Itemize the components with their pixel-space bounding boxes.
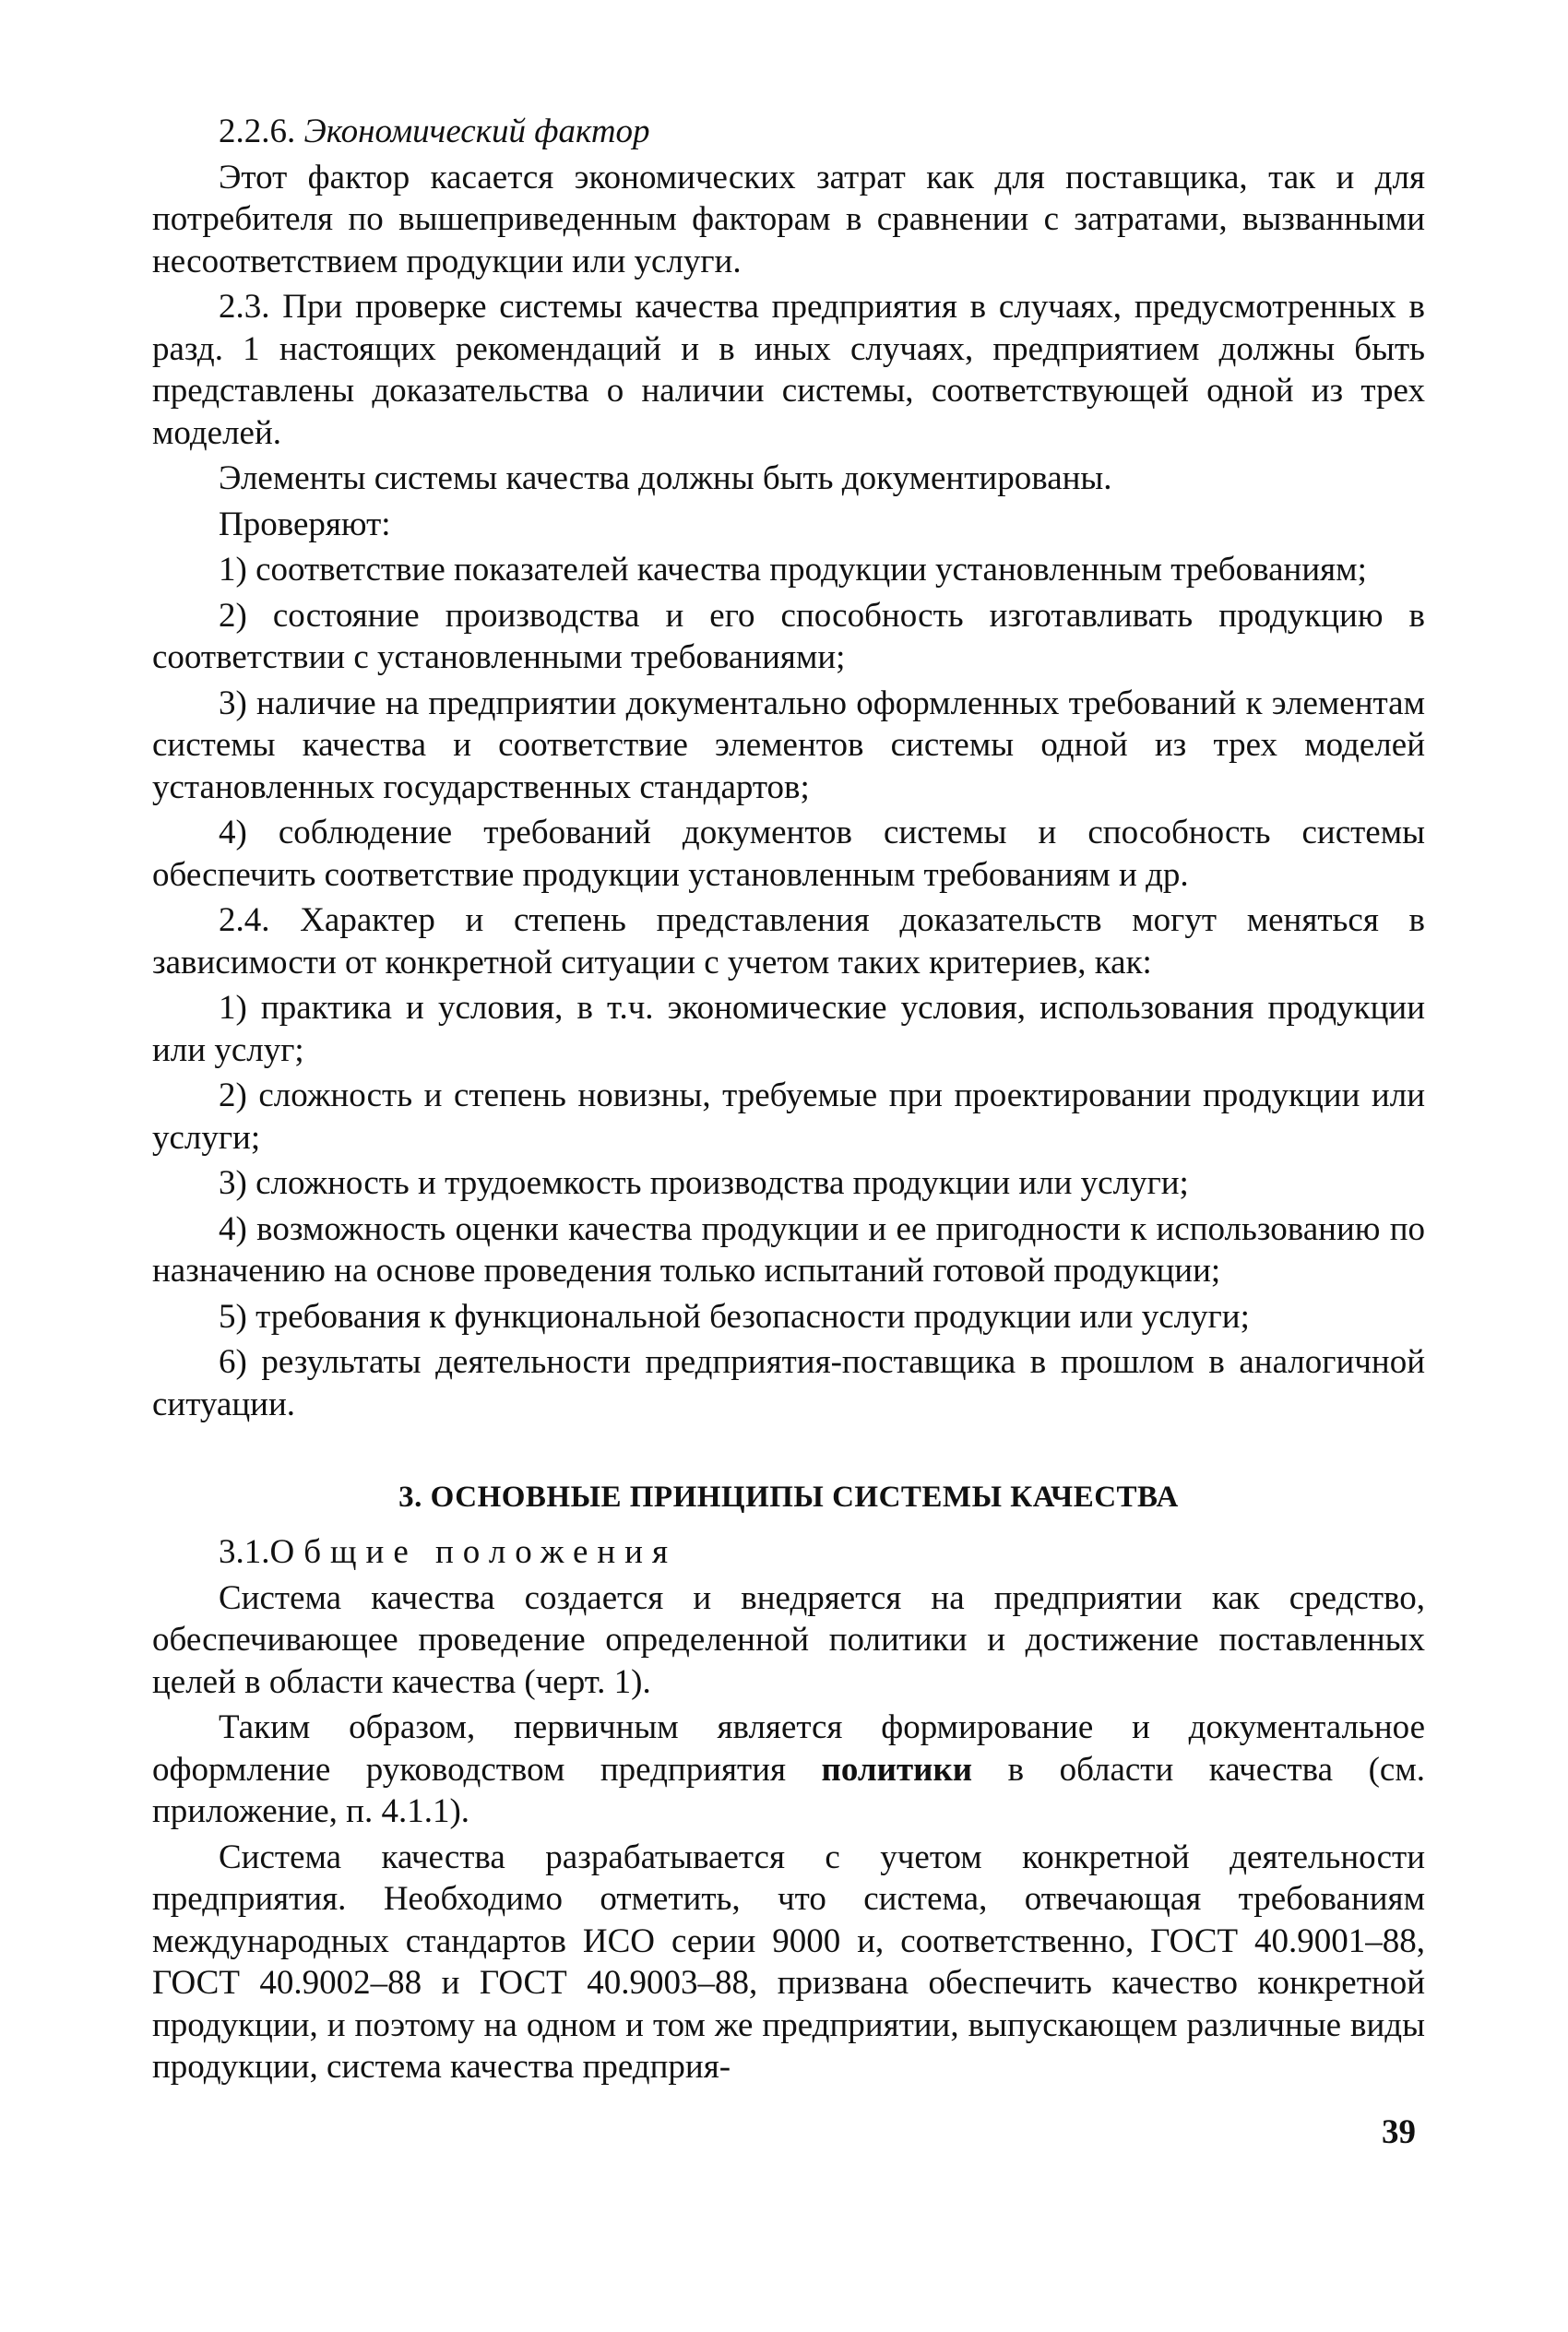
section-3-heading: 3. ОСНОВНЫЕ ПРИНЦИПЫ СИСТЕМЫ КАЧЕСТВА (398, 1481, 1179, 1514)
paragraph: 2.4. Характер и степень представления доказательств могут меняться в зависимости от конкретной ситуации с учетом таких критериев, как: (152, 901, 1425, 982)
subsection-number: 3.1. (219, 1533, 270, 1571)
paragraph-text: Таким образом, первичным является формирование и документальное оформление руководством предприятия (152, 1708, 1425, 1789)
section-2-2-6-heading (152, 111, 1425, 153)
list-item: 6) результаты деятельности предприятия-поставщика в прошлом в аналогичной ситуации. (152, 1343, 1425, 1423)
list-item: 4) возможность оценки качества продукции и ее пригодности к использованию по назначению на основе проведения только испытаний готовой продукции; (152, 1209, 1425, 1290)
paragraph: Элементы системы качества должны быть документированы. (219, 459, 1112, 497)
paragraph-text: в области качества (см. приложение, п. 4.1.1). (152, 1750, 1426, 1830)
paragraph (152, 1707, 1425, 1833)
document-page (152, 111, 1425, 2092)
paragraph: Этот фактор касается экономических затрат как для поставщика, так и для потребителя по вышеприведенным факторам в сравнении с затратами, вызванными несоответствием продукции или услуги. (152, 158, 1425, 280)
list-item: 2) сложность и степень новизны, требуемые при проектировании продукции или услуги; (152, 1077, 1425, 1157)
subsection-heading (152, 1531, 1425, 1574)
list-item: 3) сложность и трудоемкость производства продукции или услуги; (219, 1164, 1189, 1202)
list-item: 4) соблюдение требований документов системы и способность системы обеспечить соответствие продукции установленным требованиям и др. (152, 814, 1425, 894)
list-item: 1) практика и условия, в т.ч. экономические условия, использования продукции или услуг; (152, 989, 1425, 1069)
list-item: 1) соответствие показателей качества продукции установленным требованиям; (219, 551, 1367, 589)
section-title: Экономический фактор (303, 113, 650, 150)
paragraph: Система качества разрабатывается с учетом конкретной деятельности предприятия. Необходимо отметить, что система, отвечающая требованиям международных стандартов ИСО серии 9000 и, соответственно, ГОСТ 40.9001–88, ГОСТ 40.9002–88 и ГОСТ 40.9003–88, призвана обеспечить качество конкретной продукции, и поэтому на одном и том же предприятии, выпускающем различные виды продукции, система качества предприя- (152, 1838, 1425, 2086)
list-item: 5) требования к функциональной безопасности продукции или услуги; (219, 1297, 1250, 1336)
list-item: 2) состояние производства и его способность изготавливать продукцию в соответствии с установленными требованиями; (152, 596, 1425, 676)
paragraph: 2.3. При проверке системы качества предприятия в случаях, предусмотренных в разд. 1 настоящих рекомендаций и в иных случаях, предприятием должны быть представлены доказательства о наличии системы, соответствующей одной из трех моделей. (152, 288, 1425, 452)
paragraph: Система качества создается и внедряется на предприятии как средство, обеспечивающее проведение определенной политики и достижение поставленных целей в области качества (черт. 1). (152, 1578, 1425, 1701)
paragraph: Проверяют: (219, 505, 391, 543)
list-item: 3) наличие на предприятии документально оформленных требований к элементам системы качества и соответствие элементов системы одной из трех моделей установленных государственных стандартов; (152, 684, 1425, 806)
section-number: 2.2.6. (219, 113, 296, 150)
page-number: 39 (1382, 2113, 1416, 2151)
subsection-title: Общие положения (269, 1533, 677, 1571)
bold-term: политики (821, 1750, 973, 1789)
